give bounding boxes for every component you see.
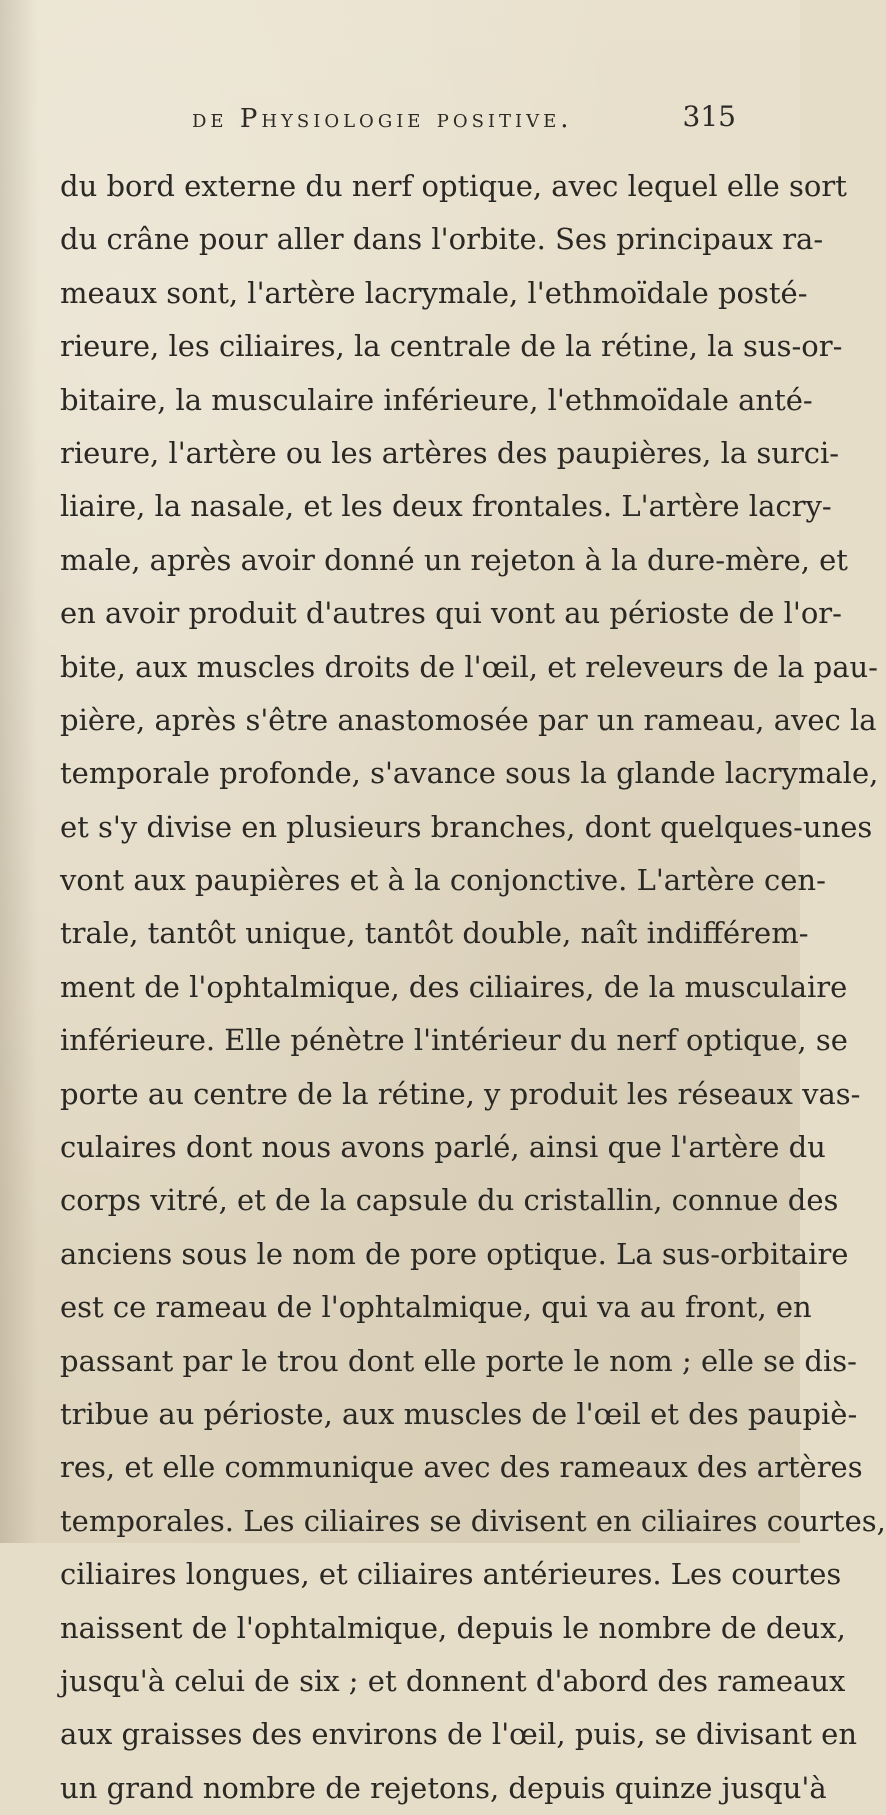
text-line: jusqu'à celui de six ; et donnent d'abord des rameaux [60,1663,846,1698]
text-line: porte au centre de la rétine, y produit les réseaux vas- [60,1076,861,1111]
page-header [180,98,740,150]
text-line: passant par le trou dont elle porte le nom ; elle se dis- [60,1343,857,1378]
text-line: bitaire, la musculaire inférieure, l'ethmoïdale anté- [60,382,813,417]
text-line: res, et elle communique avec des rameaux des artères [60,1450,863,1485]
text-line: tribue au périoste, aux muscles de l'œil et des paupiè- [60,1396,858,1431]
text-line: rieure, l'artère ou les artères des paupières, la surci- [60,435,840,470]
text-line: anciens sous le nom de pore optique. La sus-orbitaire [60,1236,849,1271]
text-line: ciliaires longues, et ciliaires antérieures. Les courtes [60,1557,842,1592]
text-line: naissent de l'ophtalmique, depuis le nombre de deux, [60,1610,846,1645]
text-line: un grand nombre de rejetons, depuis quinze jusqu'à [60,1770,827,1805]
running-title: de Physiologie positive. [192,104,573,134]
body-text [60,160,886,1815]
text-line: rieure, les ciliaires, la centrale de la rétine, la sus-or- [60,329,843,364]
text-line: inférieure. Elle pénètre l'intérieur du nerf optique, se [60,1023,848,1058]
text-line: ment de l'ophtalmique, des ciliaires, de la musculaire [60,969,848,1004]
page-number: 315 [682,100,736,133]
text-line: est ce rameau de l'ophtalmique, qui va au front, en [60,1290,812,1325]
text-line: du crâne pour aller dans l'orbite. Ses principaux ra- [60,222,824,257]
text-line: male, après avoir donné un rejeton à la dure-mère, et [60,542,848,577]
text-line: vont aux paupières et à la conjonctive. L'artère cen- [60,863,826,898]
text-line: et s'y divise en plusieurs branches, dont quelques-unes [60,809,873,844]
text-line: culaires dont nous avons parlé, ainsi que l'artère du [60,1130,826,1165]
text-line: pière, après s'être anastomosée par un rameau, avec la [60,702,877,737]
text-line: liaire, la nasale, et les deux frontales. L'artère lacry- [60,489,832,524]
text-line: trale, tantôt unique, tantôt double, naît indifférem- [60,916,809,951]
text-line: temporales. Les ciliaires se divisent en ciliaires courtes, [60,1503,886,1538]
text-line: corps vitré, et de la capsule du cristallin, connue des [60,1183,839,1218]
page-gutter-shadow [0,0,38,1543]
text-line: en avoir produit d'autres qui vont au périoste de l'or- [60,596,842,631]
text-line: meaux sont, l'artère lacrymale, l'ethmoïdale posté- [60,275,808,310]
text-line: du bord externe du nerf optique, avec lequel elle sort [60,169,847,203]
text-line: aux graisses des environs de l'œil, puis, se divisant en [60,1717,857,1752]
text-line: bite, aux muscles droits de l'œil, et releveurs de la pau- [60,649,878,684]
text-line: temporale profonde, s'avance sous la glande lacrymale, [60,756,879,791]
